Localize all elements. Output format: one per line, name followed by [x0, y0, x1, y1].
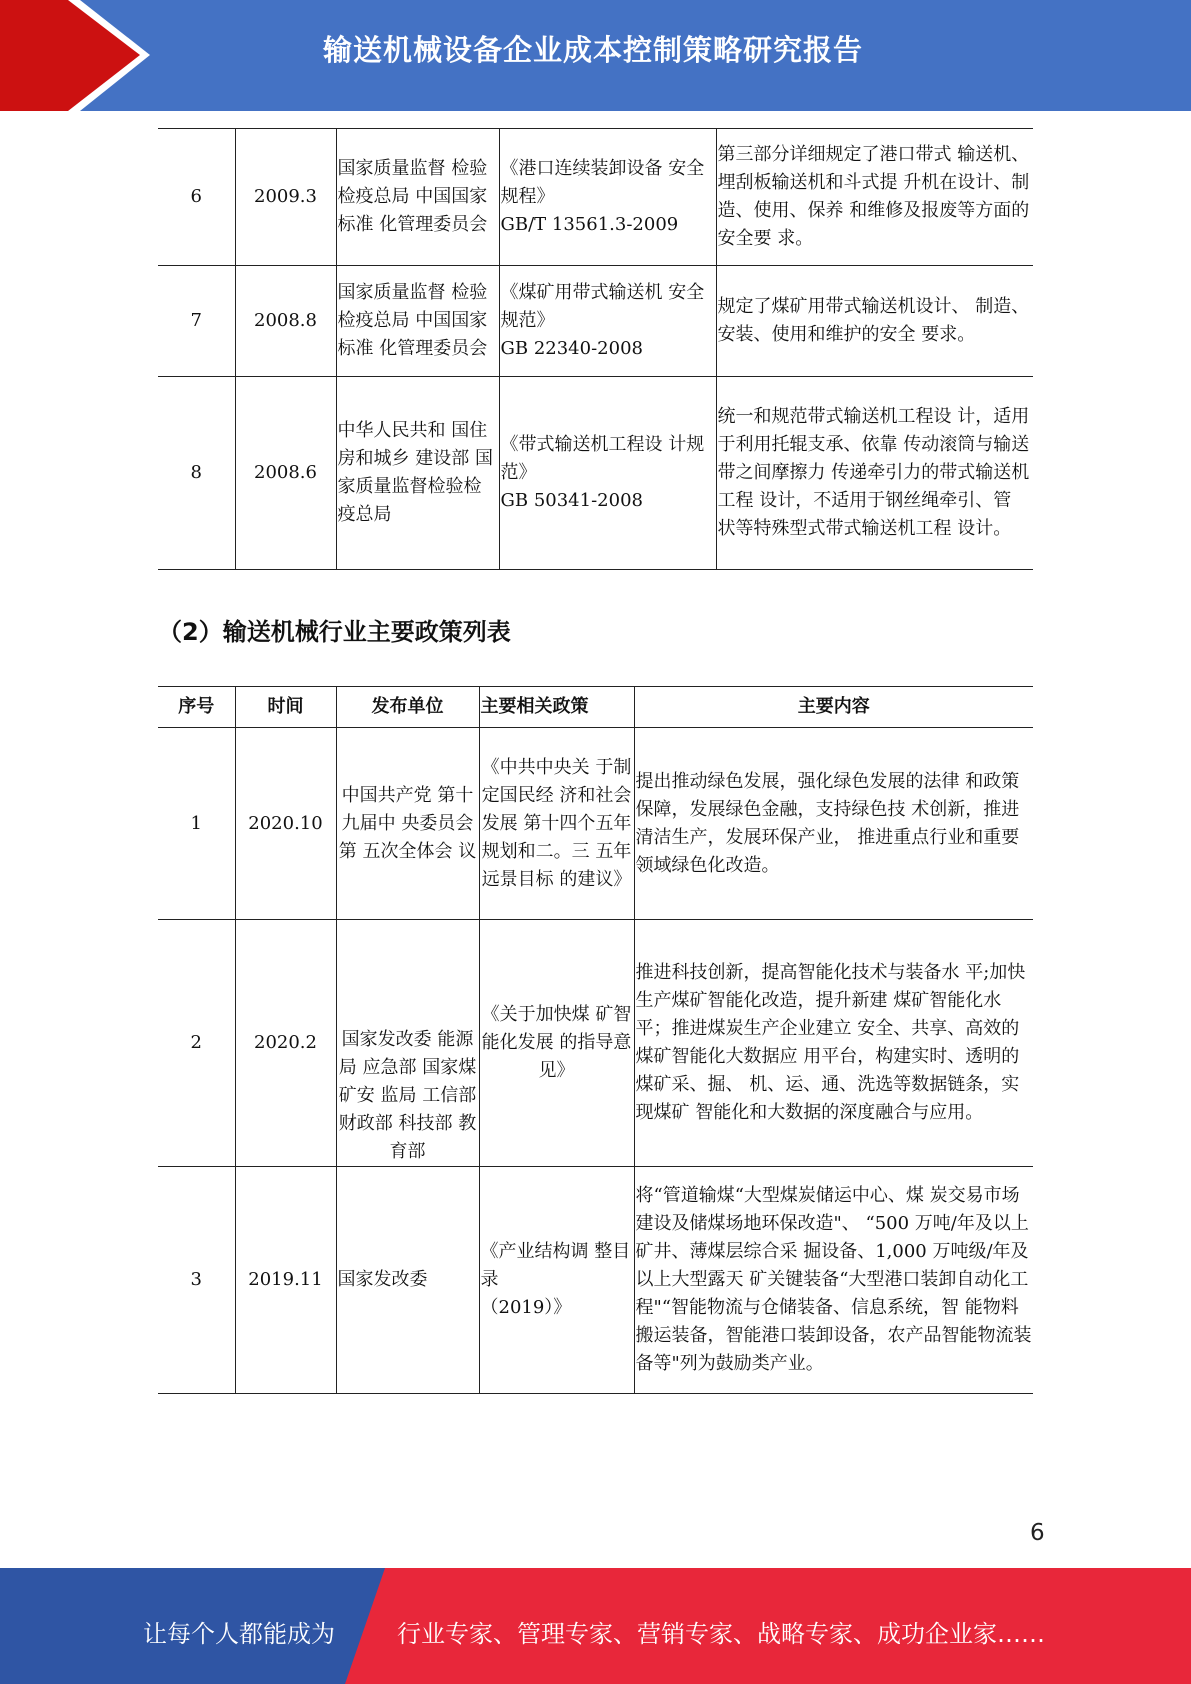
row-content: 提出推动绿色发展，强化绿色发展的法律 和政策保障，发展绿色金融，支持绿色技 术创新，推进清洁生产，发展环保产业， 推进重点行业和重要领域绿色化改造。 — [634, 728, 1033, 920]
row-date: 2020.10 — [235, 728, 336, 920]
row-standard: 《港口连续装卸设备 安全规程》 GB/T 13561.3-2009 — [499, 129, 716, 266]
report-title: 输送机械设备企业成本控制策略研究报告 — [323, 33, 864, 67]
row-issuer: 国家发改委 — [336, 1167, 479, 1394]
page-header — [0, 0, 1191, 111]
row-policy: 《关于加快煤 矿智能化发展 的指导意见》 — [479, 920, 634, 1167]
table-row — [158, 377, 1033, 570]
row-issuer: 国家发改委 能源局 应急部 国家煤矿安 监局 工信部 财政部 科技部 教育部 — [336, 920, 479, 1167]
row-policy: 《产业结构调 整目录 （2019）》 — [479, 1167, 634, 1394]
footer-slogan-right: 行业专家、管理专家、营销专家、战略专家、成功企业家…… — [397, 1620, 1045, 1648]
row-date: 2008.6 — [235, 377, 336, 570]
row-issuer: 中国共产党 第十九届中 央委员会第 五次全体会 议 — [336, 728, 479, 920]
row-policy: 《中共中央关 于制定国民经 济和社会发展 第十四个五年 规划和二。三 五年远景目标 的建议》 — [479, 728, 634, 920]
row-content: 统一和规范带式输送机工程设 计，适用于利用托辊支承、依靠 传动滚筒与输送带之间摩擦力 传递牵引力的带式输送机工程 设计，不适用于钢丝绳牵引、管 状等特殊型式带式输送机工程 设计。 — [716, 377, 1033, 570]
row-issuer: 国家质量监督 检验检疫总局 中国国家标准 化管理委员会 — [336, 266, 499, 377]
row-content: 规定了煤矿用带式输送机设计、 制造、安装、使用和维护的安全 要求。 — [716, 266, 1033, 377]
header-policy: 主要相关政策 — [479, 687, 634, 728]
standards-table — [158, 128, 1033, 570]
table-row — [158, 728, 1033, 920]
row-content: 将“管道输煤“大型煤炭储运中心、煤 炭交易市场建设及储煤场地环保改造"、 “500 万吨/年及以上矿井、薄煤层综合采 掘设备、1,000 万吨级/年及以上大型露天 矿关键装备“大型港口装卸自动化工 程"“智能物流与仓储装备、信息系统，智 能物料搬运装备，智能港口装卸设备，农产品智能物流装备等"列为鼓励类产业。 — [634, 1167, 1033, 1394]
row-number: 6 — [158, 129, 235, 266]
row-content: 第三部分详细规定了港口带式 输送机、埋刮板输送机和斗式提 升机在设计、制造、使用、保养 和维修及报废等方面的安全要 求。 — [716, 129, 1033, 266]
row-content: 推进科技创新，提高智能化技术与装备水 平;加快生产煤矿智能化改造，提升新建 煤矿智能化水平；推进煤炭生产企业建立 安全、共享、高效的煤矿智能化大数据应 用平台，构建实时、透明的煤矿采、掘、 机、运、通、洗选等数据链条，实现煤矿 智能化和大数据的深度融合与应用。 — [634, 920, 1033, 1167]
row-date: 2008.8 — [235, 266, 336, 377]
table-row — [158, 920, 1033, 1167]
row-standard: 《带式输送机工程设 计规范》 GB 50341-2008 — [499, 377, 716, 570]
row-number: 3 — [158, 1167, 235, 1394]
policy-table — [158, 686, 1033, 1394]
row-issuer: 中华人民共和 国住房和城乡 建设部 国家质量监督检验检疫总局 — [336, 377, 499, 570]
row-issuer: 国家质量监督 检验检疫总局 中国国家标准 化管理委员会 — [336, 129, 499, 266]
row-number: 2 — [158, 920, 235, 1167]
table-row — [158, 266, 1033, 377]
header-issuer: 发布单位 — [336, 687, 479, 728]
header-number: 序号 — [158, 687, 235, 728]
section-heading: （2）输送机械行业主要政策列表 — [158, 618, 511, 646]
row-date: 2019.11 — [235, 1167, 336, 1394]
row-date: 2020.2 — [235, 920, 336, 1167]
row-date: 2009.3 — [235, 129, 336, 266]
table-row — [158, 129, 1033, 266]
row-number: 8 — [158, 377, 235, 570]
header-arrow-icon — [0, 0, 140, 111]
table-row — [158, 1167, 1033, 1394]
page-footer — [0, 1568, 1191, 1684]
table-header-row — [158, 687, 1033, 728]
row-number: 7 — [158, 266, 235, 377]
header-date: 时间 — [235, 687, 336, 728]
row-standard: 《煤矿用带式输送机 安全规范》 GB 22340-2008 — [499, 266, 716, 377]
row-number: 1 — [158, 728, 235, 920]
header-content: 主要内容 — [634, 687, 1033, 728]
footer-slogan-left: 让每个人都能成为 — [143, 1620, 335, 1648]
page-number: 6 — [1030, 1520, 1045, 1546]
